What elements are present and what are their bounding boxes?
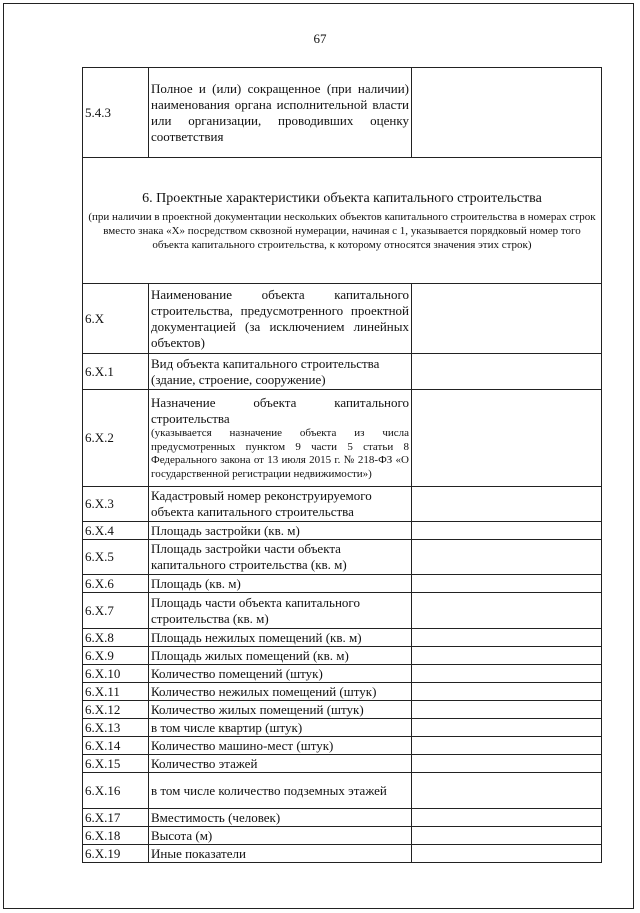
row-label: Высота (м) <box>149 827 412 845</box>
row-code: 5.4.3 <box>83 68 149 158</box>
table-row <box>83 683 602 701</box>
characteristics-table <box>82 67 602 863</box>
row-code: 6.Х.2 <box>83 390 149 487</box>
row-label: Количество помещений (штук) <box>149 665 412 683</box>
table-row-5-4-3 <box>83 68 602 158</box>
table-row <box>83 284 602 354</box>
row-code: 6.Х.19 <box>83 845 149 863</box>
row-value-cell[interactable] <box>412 737 602 755</box>
row-label: Вместимость (человек) <box>149 809 412 827</box>
row-label: Кадастровый номер реконструируемого объекта капитального строительства <box>149 487 412 522</box>
table-row <box>83 773 602 809</box>
row-code: 6.Х.6 <box>83 575 149 593</box>
row-label: Площадь застройки (кв. м) <box>149 522 412 540</box>
row-value-cell[interactable] <box>412 390 602 487</box>
row-code: 6.Х.13 <box>83 719 149 737</box>
table-row <box>83 593 602 629</box>
row-value-cell[interactable] <box>412 809 602 827</box>
row-code: 6.Х.8 <box>83 629 149 647</box>
table-row <box>83 809 602 827</box>
row-value-cell[interactable] <box>412 647 602 665</box>
table-row <box>83 737 602 755</box>
row-value-cell[interactable] <box>412 701 602 719</box>
row-code: 6.Х.14 <box>83 737 149 755</box>
row-value-cell[interactable] <box>412 719 602 737</box>
row-value-cell[interactable] <box>412 629 602 647</box>
row-label-note: (указывается назначение объекта из числа предусмотренных пунктом 9 части 5 статьи 8 Федерального закона от 13 июля 2015 г. № 218-ФЗ «О государственной регистрации недвижимости») <box>151 427 409 480</box>
row-code: 6.Х.15 <box>83 755 149 773</box>
row-value-cell[interactable] <box>412 755 602 773</box>
row-code: 6.Х.3 <box>83 487 149 522</box>
row-value-cell[interactable] <box>412 540 602 575</box>
table-row <box>83 647 602 665</box>
table-row <box>83 390 602 487</box>
table-row <box>83 845 602 863</box>
row-label: Иные показатели <box>149 845 412 863</box>
row-label: в том числе количество подземных этажей <box>149 773 412 809</box>
row-value-cell[interactable] <box>412 68 602 158</box>
section-note: (при наличии в проектной документации нескольких объектов капитального строительства в номерах строк вместо знака «Х» посредством сквозной нумерации, начиная с 1, указывается порядковый номер того объекта капитального строительства, к которому относятся значения этих строк) <box>88 210 596 251</box>
table-row <box>83 487 602 522</box>
row-label: Площадь части объекта капитального строительства (кв. м) <box>149 593 412 629</box>
table-row <box>83 665 602 683</box>
section-header-row <box>83 158 602 284</box>
table-row <box>83 827 602 845</box>
row-value-cell[interactable] <box>412 487 602 522</box>
row-value-cell[interactable] <box>412 827 602 845</box>
row-value-cell[interactable] <box>412 575 602 593</box>
row-code: 6.Х.7 <box>83 593 149 629</box>
row-code: 6.Х.9 <box>83 647 149 665</box>
row-label <box>149 390 412 487</box>
row-value-cell[interactable] <box>412 593 602 629</box>
row-label: Площадь жилых помещений (кв. м) <box>149 647 412 665</box>
table-row <box>83 719 602 737</box>
row-code: 6.Х.16 <box>83 773 149 809</box>
section-title: 6. Проектные характеристики объекта капитального строительства <box>142 190 542 206</box>
table-row <box>83 575 602 593</box>
row-label: Площадь застройки части объекта капитального строительства (кв. м) <box>149 540 412 575</box>
table-row <box>83 354 602 390</box>
row-label: Полное и (или) сокращенное (при наличии) наименования органа исполнительной власти или организации, проводивших оценку соответствия <box>149 68 412 158</box>
table-row <box>83 540 602 575</box>
table-row <box>83 629 602 647</box>
row-label: Количество этажей <box>149 755 412 773</box>
row-label: в том числе квартир (штук) <box>149 719 412 737</box>
row-value-cell[interactable] <box>412 683 602 701</box>
table-row <box>83 522 602 540</box>
row-code: 6.Х.18 <box>83 827 149 845</box>
row-label: Количество машино-мест (штук) <box>149 737 412 755</box>
row-label: Количество жилых помещений (штук) <box>149 701 412 719</box>
table-row <box>83 701 602 719</box>
row-value-cell[interactable] <box>412 773 602 809</box>
page-number: 67 <box>313 31 327 46</box>
row-code: 6.Х.1 <box>83 354 149 390</box>
row-label-main: Назначение объекта капитального строительства <box>151 395 409 426</box>
row-label: Наименование объекта капитального строительства, предусмотренного проектной документацией (за исключением линейных объектов) <box>149 284 412 354</box>
row-code: 6.Х <box>83 284 149 354</box>
section-header <box>83 158 602 284</box>
row-value-cell[interactable] <box>412 354 602 390</box>
row-code: 6.Х.17 <box>83 809 149 827</box>
row-code: 6.Х.4 <box>83 522 149 540</box>
row-value-cell[interactable] <box>412 522 602 540</box>
row-label: Площадь (кв. м) <box>149 575 412 593</box>
row-label: Вид объекта капитального строительства (здание, строение, сооружение) <box>149 354 412 390</box>
row-value-cell[interactable] <box>412 284 602 354</box>
row-label: Площадь нежилых помещений (кв. м) <box>149 629 412 647</box>
row-code: 6.Х.11 <box>83 683 149 701</box>
row-value-cell[interactable] <box>412 665 602 683</box>
row-label: Количество нежилых помещений (штук) <box>149 683 412 701</box>
row-value-cell[interactable] <box>412 845 602 863</box>
row-code: 6.Х.10 <box>83 665 149 683</box>
row-code: 6.Х.12 <box>83 701 149 719</box>
row-code: 6.Х.5 <box>83 540 149 575</box>
table-row <box>83 755 602 773</box>
